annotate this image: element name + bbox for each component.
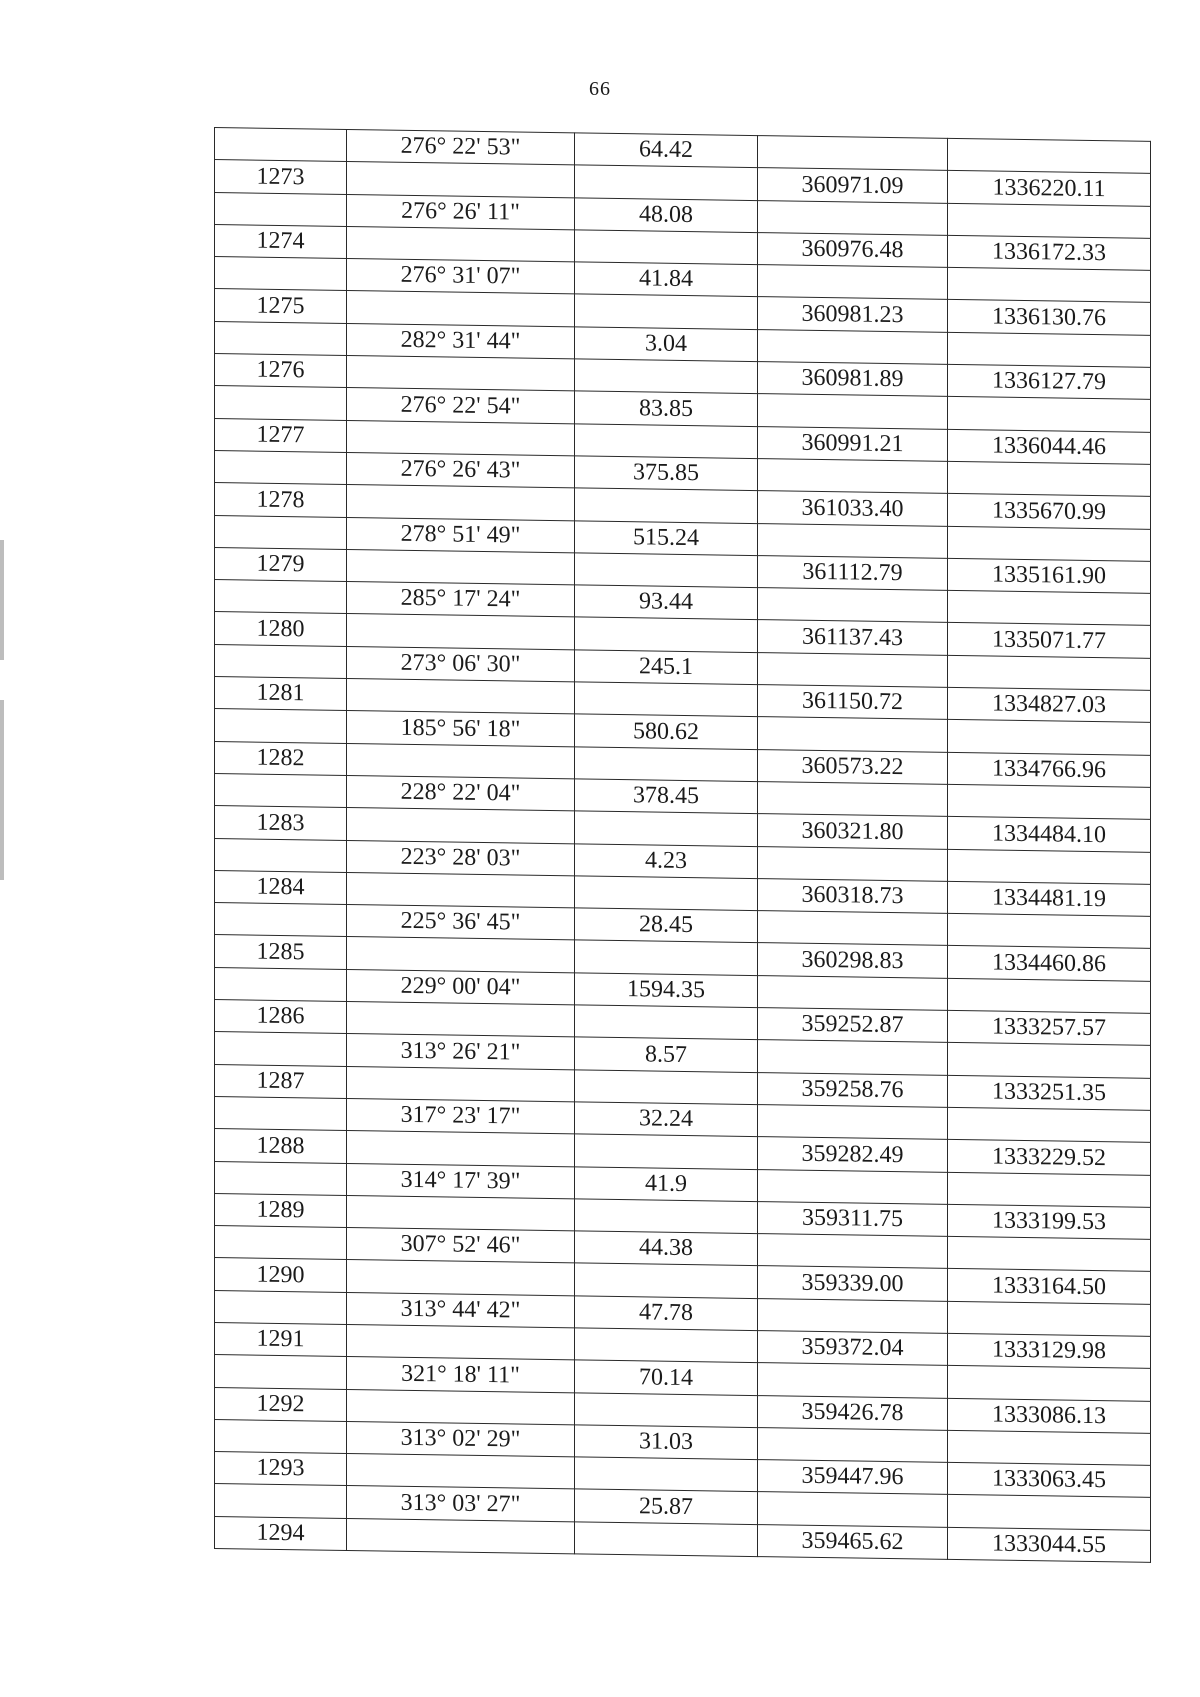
station-cell: 1293 bbox=[215, 1452, 347, 1486]
bearing-cell: 314° 17' 39" bbox=[347, 1163, 575, 1199]
bearing-cell bbox=[347, 1324, 575, 1360]
station-cell bbox=[215, 1032, 347, 1066]
easting-cell bbox=[948, 526, 1151, 561]
bearing-cell: 321° 18' 11" bbox=[347, 1357, 575, 1393]
easting-cell: 1334827.03 bbox=[948, 687, 1151, 722]
easting-cell: 1336172.33 bbox=[948, 235, 1151, 270]
northing-cell bbox=[758, 1040, 948, 1075]
distance-cell bbox=[575, 359, 758, 394]
easting-cell: 1333086.13 bbox=[948, 1398, 1151, 1433]
distance-cell bbox=[575, 424, 758, 459]
bearing-cell: 273° 06' 30" bbox=[347, 646, 575, 682]
easting-cell bbox=[948, 1236, 1151, 1271]
distance-cell: 580.62 bbox=[575, 714, 758, 749]
bearing-cell: 317° 23' 17" bbox=[347, 1098, 575, 1134]
distance-cell: 1594.35 bbox=[575, 973, 758, 1008]
northing-cell: 359258.76 bbox=[758, 1072, 948, 1107]
station-cell: 1277 bbox=[215, 418, 347, 452]
northing-cell: 361033.40 bbox=[758, 491, 948, 526]
bearing-cell bbox=[347, 808, 575, 844]
easting-cell: 1336127.79 bbox=[948, 364, 1151, 399]
station-cell bbox=[215, 128, 347, 162]
bearing-cell: 313° 02' 29" bbox=[347, 1421, 575, 1457]
bearing-cell: 276° 31' 07" bbox=[347, 259, 575, 295]
distance-cell bbox=[575, 1134, 758, 1169]
bearing-cell bbox=[347, 872, 575, 908]
northing-cell bbox=[758, 1234, 948, 1269]
bearing-cell bbox=[347, 679, 575, 715]
easting-cell: 1333164.50 bbox=[948, 1269, 1151, 1304]
northing-cell bbox=[758, 523, 948, 558]
bearing-cell bbox=[347, 1518, 575, 1554]
easting-cell bbox=[948, 849, 1151, 884]
bearing-cell bbox=[347, 1131, 575, 1167]
distance-cell bbox=[575, 1069, 758, 1104]
northing-cell bbox=[758, 1298, 948, 1333]
station-cell: 1274 bbox=[215, 224, 347, 258]
easting-cell bbox=[948, 655, 1151, 690]
distance-cell bbox=[575, 682, 758, 717]
northing-cell: 360971.09 bbox=[758, 168, 948, 203]
distance-cell: 32.24 bbox=[575, 1102, 758, 1137]
northing-cell bbox=[758, 1169, 948, 1204]
station-cell bbox=[215, 1419, 347, 1453]
bearing-cell: 278° 51' 49" bbox=[347, 517, 575, 553]
station-cell bbox=[215, 1226, 347, 1260]
station-cell: 1289 bbox=[215, 1193, 347, 1227]
distance-cell: 31.03 bbox=[575, 1425, 758, 1460]
northing-cell bbox=[758, 588, 948, 623]
bearing-cell bbox=[347, 743, 575, 779]
northing-cell: 360573.22 bbox=[758, 749, 948, 784]
easting-cell: 1336130.76 bbox=[948, 300, 1151, 335]
distance-cell: 83.85 bbox=[575, 391, 758, 426]
easting-cell bbox=[948, 138, 1151, 173]
northing-cell bbox=[758, 136, 948, 171]
station-cell: 1287 bbox=[215, 1064, 347, 1098]
station-cell: 1290 bbox=[215, 1258, 347, 1292]
easting-cell: 1336220.11 bbox=[948, 171, 1151, 206]
bearing-cell: 225° 36' 45" bbox=[347, 905, 575, 941]
distance-cell bbox=[575, 1392, 758, 1427]
easting-cell bbox=[948, 1430, 1151, 1465]
distance-cell: 25.87 bbox=[575, 1489, 758, 1524]
station-cell bbox=[215, 321, 347, 355]
distance-cell bbox=[575, 165, 758, 200]
distance-cell bbox=[575, 940, 758, 975]
bearing-cell bbox=[347, 1001, 575, 1037]
easting-cell: 1335071.77 bbox=[948, 623, 1151, 658]
bearing-cell: 185° 56' 18" bbox=[347, 711, 575, 747]
distance-cell: 8.57 bbox=[575, 1037, 758, 1072]
easting-cell bbox=[948, 203, 1151, 238]
easting-cell: 1333199.53 bbox=[948, 1204, 1151, 1239]
easting-cell bbox=[948, 978, 1151, 1013]
easting-cell: 1334484.10 bbox=[948, 817, 1151, 852]
northing-cell bbox=[758, 1427, 948, 1462]
distance-cell: 93.44 bbox=[575, 585, 758, 620]
bearing-cell bbox=[347, 1260, 575, 1296]
station-cell bbox=[215, 450, 347, 484]
bearing-cell bbox=[347, 1195, 575, 1231]
easting-cell bbox=[948, 591, 1151, 626]
traverse-table-wrapper bbox=[214, 127, 1150, 1563]
bearing-cell: 285° 17' 24" bbox=[347, 582, 575, 618]
easting-cell: 1334460.86 bbox=[948, 946, 1151, 981]
easting-cell: 1333063.45 bbox=[948, 1463, 1151, 1498]
easting-cell bbox=[948, 1301, 1151, 1336]
station-cell: 1286 bbox=[215, 1000, 347, 1034]
station-cell: 1288 bbox=[215, 1129, 347, 1163]
northing-cell: 359339.00 bbox=[758, 1266, 948, 1301]
easting-cell: 1334766.96 bbox=[948, 752, 1151, 787]
northing-cell: 360976.48 bbox=[758, 232, 948, 267]
northing-cell: 360321.80 bbox=[758, 814, 948, 849]
distance-cell bbox=[575, 553, 758, 588]
easting-cell: 1333229.52 bbox=[948, 1140, 1151, 1175]
traverse-table-body bbox=[215, 128, 1151, 1563]
station-cell: 1281 bbox=[215, 677, 347, 711]
bearing-cell bbox=[347, 549, 575, 585]
distance-cell: 48.08 bbox=[575, 197, 758, 232]
easting-cell bbox=[948, 914, 1151, 949]
easting-cell bbox=[948, 268, 1151, 303]
distance-cell: 41.84 bbox=[575, 262, 758, 297]
station-cell: 1280 bbox=[215, 612, 347, 646]
bearing-cell bbox=[347, 1389, 575, 1425]
scan-edge-mark bbox=[0, 700, 4, 880]
northing-cell bbox=[758, 652, 948, 687]
northing-cell: 359372.04 bbox=[758, 1331, 948, 1366]
station-cell bbox=[215, 644, 347, 678]
northing-cell: 360298.83 bbox=[758, 943, 948, 978]
bearing-cell bbox=[347, 1454, 575, 1490]
page-number: 66 bbox=[589, 78, 611, 100]
station-cell: 1275 bbox=[215, 289, 347, 323]
distance-cell: 64.42 bbox=[575, 133, 758, 168]
bearing-cell: 313° 03' 27" bbox=[347, 1486, 575, 1522]
bearing-cell bbox=[347, 485, 575, 521]
bearing-cell: 276° 22' 53" bbox=[347, 129, 575, 165]
easting-cell: 1335670.99 bbox=[948, 494, 1151, 529]
station-cell bbox=[215, 386, 347, 420]
easting-cell bbox=[948, 1107, 1151, 1142]
northing-cell: 360981.23 bbox=[758, 297, 948, 332]
easting-cell bbox=[948, 1495, 1151, 1530]
northing-cell: 360318.73 bbox=[758, 878, 948, 913]
station-cell bbox=[215, 1484, 347, 1518]
easting-cell bbox=[948, 1043, 1151, 1078]
station-cell: 1276 bbox=[215, 354, 347, 388]
station-cell bbox=[215, 515, 347, 549]
northing-cell: 359426.78 bbox=[758, 1395, 948, 1430]
station-cell bbox=[215, 257, 347, 291]
station-cell bbox=[215, 1096, 347, 1130]
northing-cell: 361150.72 bbox=[758, 685, 948, 720]
distance-cell bbox=[575, 811, 758, 846]
bearing-cell: 282° 31' 44" bbox=[347, 323, 575, 359]
northing-cell: 361112.79 bbox=[758, 555, 948, 590]
bearing-cell bbox=[347, 226, 575, 262]
station-cell bbox=[215, 709, 347, 743]
easting-cell: 1333251.35 bbox=[948, 1075, 1151, 1110]
easting-cell bbox=[948, 461, 1151, 496]
distance-cell: 375.85 bbox=[575, 456, 758, 491]
station-cell: 1292 bbox=[215, 1387, 347, 1421]
distance-cell bbox=[575, 876, 758, 911]
northing-cell: 359465.62 bbox=[758, 1524, 948, 1559]
bearing-cell bbox=[347, 162, 575, 198]
bearing-cell: 307° 52' 46" bbox=[347, 1228, 575, 1264]
northing-cell bbox=[758, 394, 948, 429]
northing-cell bbox=[758, 265, 948, 300]
easting-cell bbox=[948, 332, 1151, 367]
bearing-cell bbox=[347, 614, 575, 650]
bearing-cell: 313° 26' 21" bbox=[347, 1034, 575, 1070]
distance-cell bbox=[575, 1457, 758, 1492]
station-cell: 1283 bbox=[215, 806, 347, 840]
distance-cell bbox=[575, 1263, 758, 1298]
northing-cell: 360991.21 bbox=[758, 426, 948, 461]
easting-cell: 1333044.55 bbox=[948, 1527, 1151, 1562]
distance-cell bbox=[575, 617, 758, 652]
northing-cell bbox=[758, 200, 948, 235]
station-cell bbox=[215, 1355, 347, 1389]
bearing-cell: 276° 22' 54" bbox=[347, 388, 575, 424]
station-cell: 1285 bbox=[215, 935, 347, 969]
distance-cell: 28.45 bbox=[575, 908, 758, 943]
northing-cell: 359311.75 bbox=[758, 1201, 948, 1236]
station-cell: 1284 bbox=[215, 870, 347, 904]
northing-cell: 361137.43 bbox=[758, 620, 948, 655]
northing-cell: 359447.96 bbox=[758, 1460, 948, 1495]
easting-cell bbox=[948, 720, 1151, 755]
distance-cell: 378.45 bbox=[575, 779, 758, 814]
easting-cell: 1334481.19 bbox=[948, 881, 1151, 916]
northing-cell bbox=[758, 717, 948, 752]
station-cell bbox=[215, 838, 347, 872]
easting-cell: 1335161.90 bbox=[948, 558, 1151, 593]
easting-cell: 1333129.98 bbox=[948, 1333, 1151, 1368]
distance-cell: 4.23 bbox=[575, 843, 758, 878]
bearing-cell: 276° 26' 11" bbox=[347, 194, 575, 230]
station-cell: 1278 bbox=[215, 483, 347, 517]
bearing-cell bbox=[347, 937, 575, 973]
easting-cell bbox=[948, 1172, 1151, 1207]
distance-cell bbox=[575, 746, 758, 781]
station-cell bbox=[215, 903, 347, 937]
easting-cell bbox=[948, 397, 1151, 432]
northing-cell bbox=[758, 459, 948, 494]
distance-cell: 245.1 bbox=[575, 650, 758, 685]
station-cell bbox=[215, 967, 347, 1001]
bearing-cell bbox=[347, 1066, 575, 1102]
station-cell: 1294 bbox=[215, 1516, 347, 1550]
station-cell: 1282 bbox=[215, 741, 347, 775]
bearing-cell bbox=[347, 356, 575, 392]
northing-cell bbox=[758, 329, 948, 364]
northing-cell bbox=[758, 1492, 948, 1527]
distance-cell: 3.04 bbox=[575, 327, 758, 362]
distance-cell: 47.78 bbox=[575, 1296, 758, 1331]
station-cell bbox=[215, 1161, 347, 1195]
distance-cell: 515.24 bbox=[575, 520, 758, 555]
bearing-cell bbox=[347, 420, 575, 456]
station-cell: 1273 bbox=[215, 160, 347, 194]
distance-cell bbox=[575, 1005, 758, 1040]
easting-cell: 1333257.57 bbox=[948, 1010, 1151, 1045]
northing-cell: 359252.87 bbox=[758, 1008, 948, 1043]
northing-cell bbox=[758, 846, 948, 881]
northing-cell: 360981.89 bbox=[758, 362, 948, 397]
station-cell: 1279 bbox=[215, 547, 347, 581]
northing-cell bbox=[758, 975, 948, 1010]
distance-cell: 44.38 bbox=[575, 1231, 758, 1266]
easting-cell: 1336044.46 bbox=[948, 429, 1151, 464]
northing-cell bbox=[758, 1363, 948, 1398]
bearing-cell bbox=[347, 291, 575, 327]
easting-cell bbox=[948, 1366, 1151, 1401]
northing-cell bbox=[758, 782, 948, 817]
station-cell bbox=[215, 773, 347, 807]
distance-cell: 41.9 bbox=[575, 1166, 758, 1201]
distance-cell bbox=[575, 294, 758, 329]
distance-cell bbox=[575, 230, 758, 265]
northing-cell bbox=[758, 1104, 948, 1139]
bearing-cell: 223° 28' 03" bbox=[347, 840, 575, 876]
distance-cell bbox=[575, 1328, 758, 1363]
easting-cell bbox=[948, 784, 1151, 819]
distance-cell bbox=[575, 1522, 758, 1557]
distance-cell bbox=[575, 488, 758, 523]
station-cell: 1291 bbox=[215, 1322, 347, 1356]
distance-cell bbox=[575, 1199, 758, 1234]
station-cell bbox=[215, 580, 347, 614]
station-cell bbox=[215, 192, 347, 226]
northing-cell: 359282.49 bbox=[758, 1137, 948, 1172]
bearing-cell: 229° 00' 04" bbox=[347, 969, 575, 1005]
bearing-cell: 228° 22' 04" bbox=[347, 775, 575, 811]
bearing-cell: 276° 26' 43" bbox=[347, 452, 575, 488]
scan-edge-mark bbox=[0, 540, 4, 660]
northing-cell bbox=[758, 911, 948, 946]
bearing-cell: 313° 44' 42" bbox=[347, 1292, 575, 1328]
distance-cell: 70.14 bbox=[575, 1360, 758, 1395]
traverse-table bbox=[214, 127, 1151, 1563]
station-cell bbox=[215, 1290, 347, 1324]
